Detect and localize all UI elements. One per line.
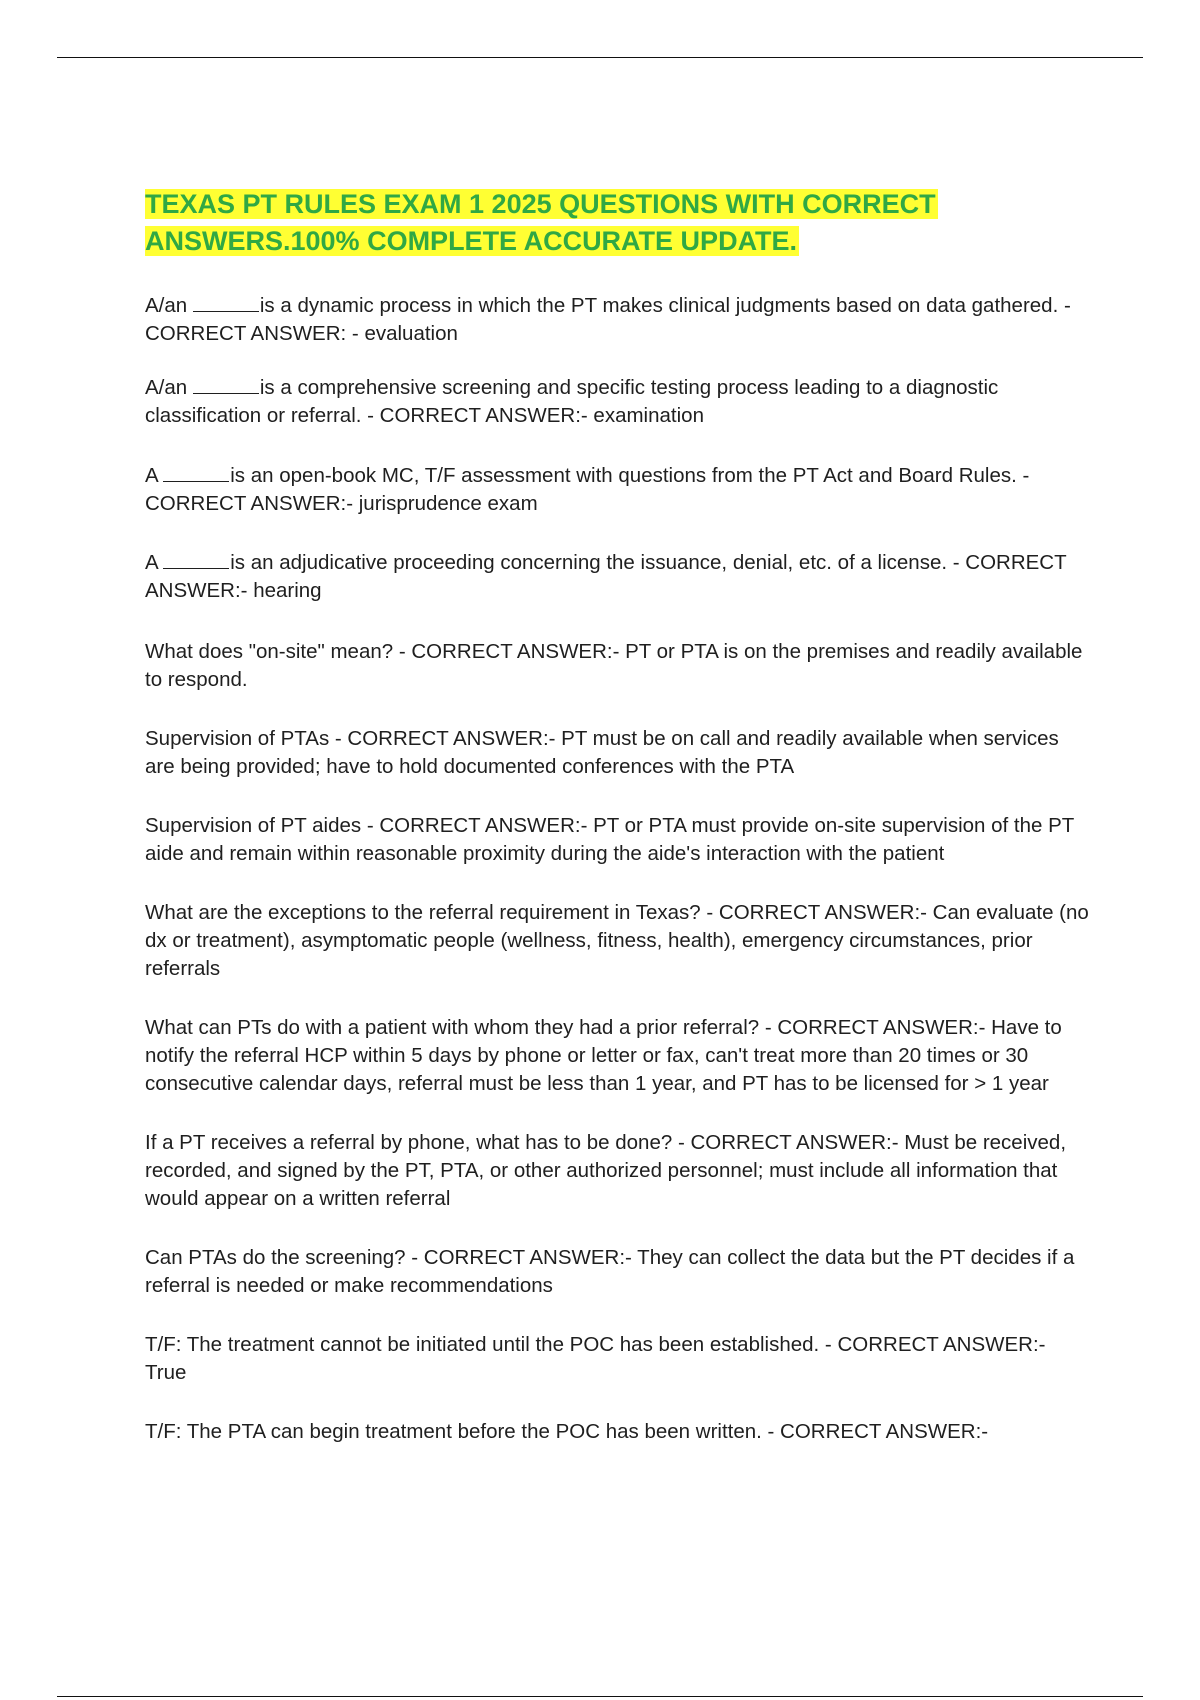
qa-prefix: A — [145, 464, 164, 487]
qa-item: T/F: The treatment cannot be initiated until the POC has been established. - CORRECT ANSWER:- True — [145, 1333, 1046, 1384]
qa-item: Supervision of PT aides - CORRECT ANSWER:- PT or PTA must provide on-site supervision of the PT aide and remain within reasonable proximity during the aide's interaction with the patient — [145, 814, 1074, 865]
qa-text: is a dynamic process in which the PT makes clinical judgments based on data gathered. - CORRECT ANSWER: - evaluation — [145, 294, 1071, 345]
qa-item: Supervision of PTAs - CORRECT ANSWER:- PT must be on call and readily available when services are being provided; have to hold documented conferences with the PTA — [145, 727, 1059, 778]
qa-item: What are the exceptions to the referral requirement in Texas? - CORRECT ANSWER:- Can evaluate (no dx or treatment), asymptomatic people (wellness, fitness, health), emergency circumstances, prior referrals — [145, 901, 1089, 980]
fill-in-blank — [163, 550, 229, 569]
qa-list — [145, 292, 1090, 1446]
footer-rule — [57, 1696, 1143, 1697]
qa-item — [145, 549, 1090, 605]
title-block — [145, 186, 1085, 260]
title-line-2: ANSWERS.100% COMPLETE ACCURATE UPDATE. — [145, 226, 798, 256]
qa-item: Can PTAs do the screening? - CORRECT ANSWER:- They can collect the data but the PT decides if a referral is needed or make recommendations — [145, 1246, 1075, 1297]
fill-in-blank — [193, 293, 259, 312]
header-rule — [57, 57, 1143, 58]
qa-item — [145, 462, 1090, 518]
qa-item — [145, 374, 1090, 430]
qa-prefix: A/an — [145, 376, 193, 399]
qa-prefix: A/an — [145, 294, 193, 317]
fill-in-blank — [193, 375, 259, 394]
qa-item: If a PT receives a referral by phone, what has to be done? - CORRECT ANSWER:- Must be received, recorded, and signed by the PT, PTA, or other authorized personnel; must include all information that would appear on a written referral — [145, 1131, 1067, 1210]
document-title — [145, 186, 1085, 260]
qa-item — [145, 292, 1090, 348]
qa-text: is an adjudicative proceeding concerning the issuance, denial, etc. of a license. - CORRECT ANSWER:- hearing — [145, 551, 1067, 602]
title-line-1: TEXAS PT RULES EXAM 1 2025 QUESTIONS WITH CORRECT — [145, 189, 936, 219]
qa-item: What does "on-site" mean? - CORRECT ANSWER:- PT or PTA is on the premises and readily available to respond. — [145, 640, 1083, 691]
qa-text: is an open-book MC, T/F assessment with questions from the PT Act and Board Rules. - CORRECT ANSWER:- jurisprudence exam — [145, 464, 1030, 515]
qa-prefix: A — [145, 551, 164, 574]
qa-item: T/F: The PTA can begin treatment before the POC has been written. - CORRECT ANSWER:- — [145, 1420, 989, 1443]
fill-in-blank — [163, 463, 229, 482]
qa-text: is a comprehensive screening and specific testing process leading to a diagnostic classification or referral. - CORRECT ANSWER:- examination — [145, 376, 999, 427]
qa-item: What can PTs do with a patient with whom they had a prior referral? - CORRECT ANSWER:- Have to notify the referral HCP within 5 days by phone or letter or fax, can't treat more than 20 times or 30 consecutive calendar days, referral must be less than 1 year, and PT has to be licensed for > 1 year — [145, 1016, 1062, 1095]
